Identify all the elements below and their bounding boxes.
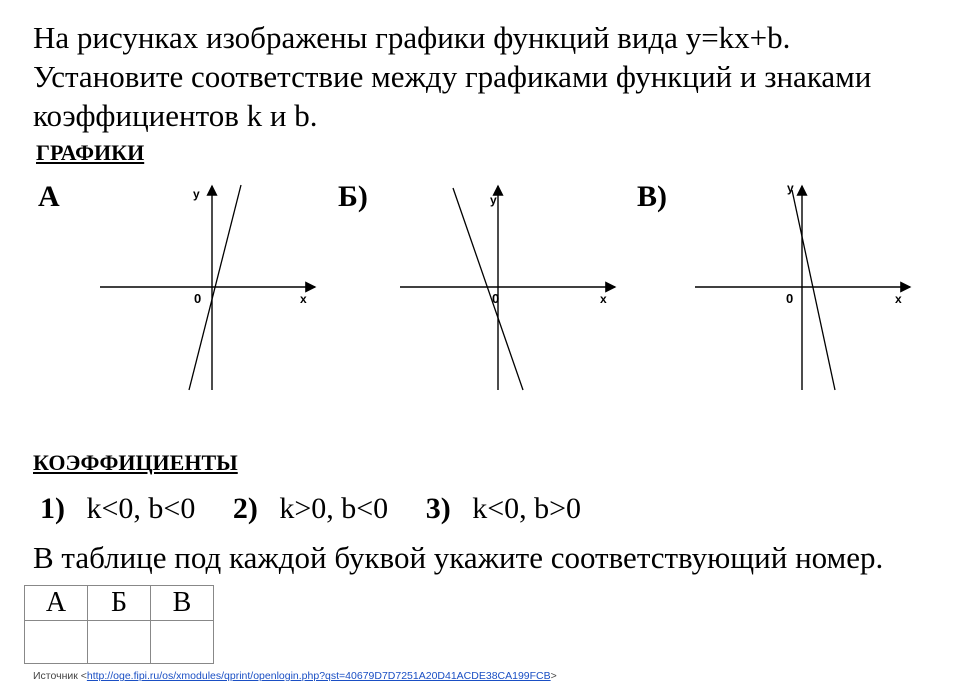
x-label: x — [600, 292, 607, 306]
task-text — [33, 18, 958, 135]
graph-letter-a: А — [38, 180, 60, 213]
source-line — [33, 670, 557, 682]
answer-header-v: В — [151, 586, 214, 621]
coef-3-number: 3) — [425, 492, 451, 525]
source-suffix: > — [550, 670, 557, 682]
task-line-2: Установите соответствие между графиками функций и знаками — [33, 59, 872, 94]
y-label: y — [787, 181, 794, 195]
answer-cell-b[interactable] — [88, 621, 151, 664]
graph-b — [395, 180, 625, 395]
origin-label: 0 — [492, 291, 500, 306]
function-line — [792, 190, 835, 390]
task-line-3: коэффициентов k и b. — [33, 98, 318, 133]
graph-a — [95, 180, 325, 395]
origin-label: 0 — [786, 291, 794, 306]
answer-header-a: А — [25, 586, 88, 621]
coef-2-number: 2) — [232, 492, 258, 525]
answer-table-header-row — [25, 586, 214, 621]
x-label: x — [895, 292, 902, 306]
source-prefix: Источник < — [33, 670, 87, 682]
coef-1-number: 1) — [40, 492, 65, 525]
coef-1-text: k<0, b<0 — [86, 492, 196, 525]
coefficients-list — [40, 492, 581, 526]
coefficients-heading: КОЭФФИЦИЕНТЫ — [33, 450, 238, 475]
coef-3-text: k<0, b>0 — [472, 492, 582, 525]
answer-table-input-row — [25, 621, 214, 664]
y-label: y — [193, 187, 200, 201]
graph-letter-v: В) — [637, 180, 667, 213]
function-line — [453, 188, 523, 390]
graphs-heading: ГРАФИКИ — [36, 140, 145, 165]
instruction: В таблице под каждой буквой укажите соответствующий номер. — [33, 540, 884, 575]
graph-letter-b: Б) — [338, 180, 368, 213]
task-line-1: На рисунках изображены графики функций вида y=kx+b. — [33, 20, 791, 55]
origin-label: 0 — [194, 291, 202, 306]
coef-2-text: k>0, b<0 — [279, 492, 389, 525]
graph-v — [690, 180, 920, 395]
source-link[interactable]: http://oge.fipi.ru/os/xmodules/qprint/openlogin.php?qst=40679D7D7251A20D41ACDE38CA199FCB — [86, 670, 551, 682]
answer-table — [24, 585, 214, 664]
y-label: y — [490, 193, 497, 207]
answer-cell-v[interactable] — [151, 621, 214, 664]
x-label: x — [300, 292, 307, 306]
answer-header-b: Б — [88, 586, 151, 621]
answer-cell-a[interactable] — [25, 621, 88, 664]
